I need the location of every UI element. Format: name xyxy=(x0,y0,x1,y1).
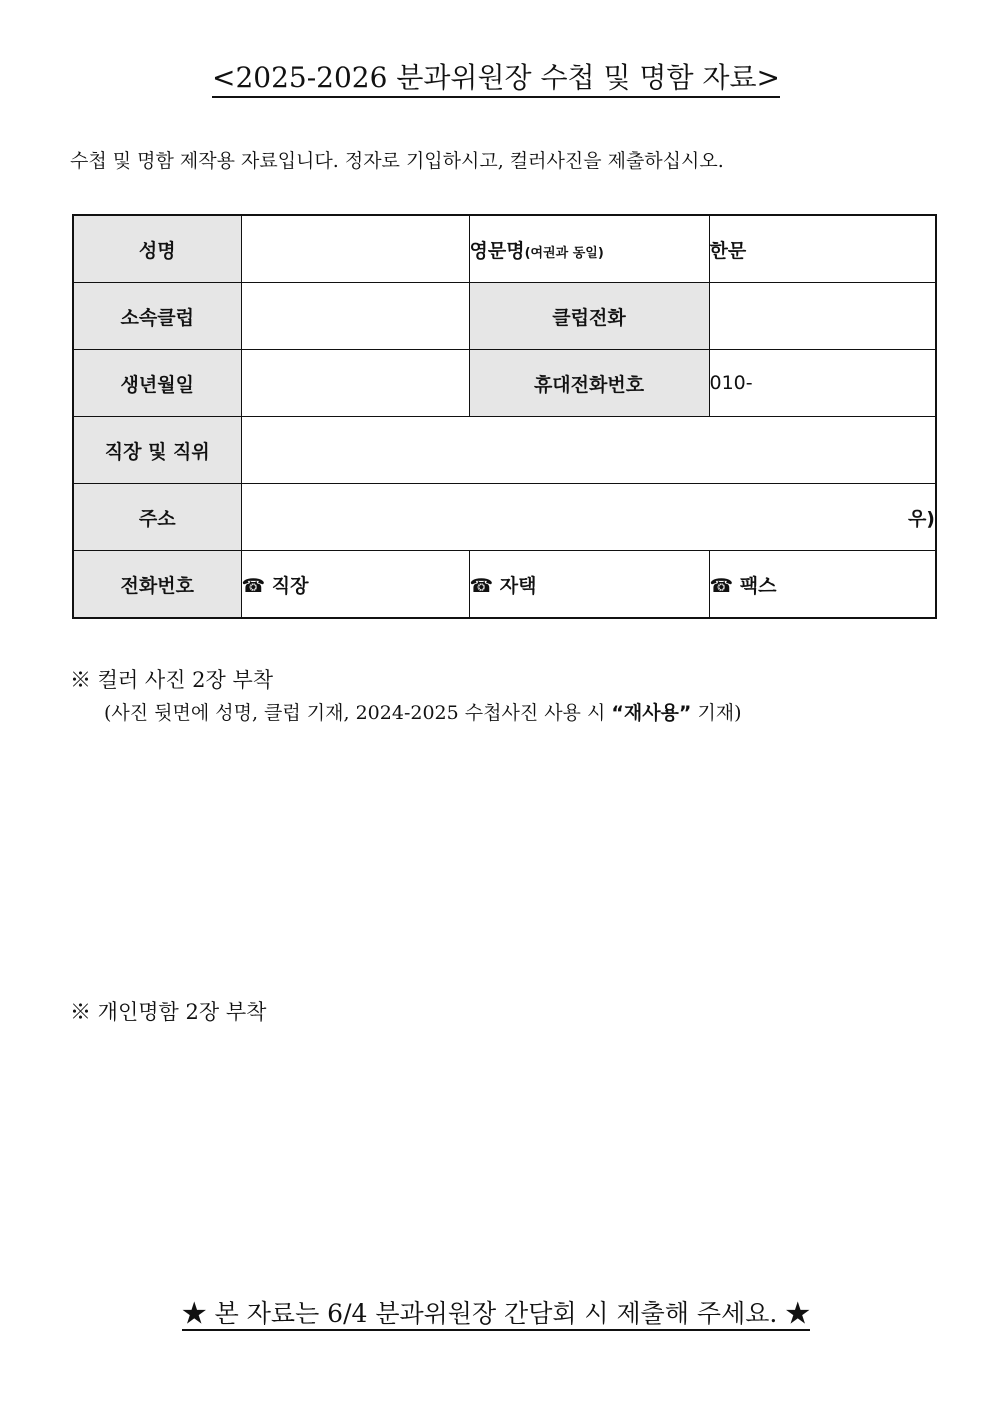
home-phone-field[interactable] xyxy=(469,551,709,619)
photo-note-suffix: 기재) xyxy=(691,702,742,724)
card-note-title: ※ 개인명함 2장 부착 xyxy=(70,1000,267,1024)
eng-name-label: 영문명 xyxy=(469,239,525,262)
phone-label: 전화번호 xyxy=(73,551,241,619)
row-club xyxy=(73,283,936,350)
hanja-field[interactable] xyxy=(709,215,936,283)
name-label: 성명 xyxy=(73,215,241,283)
row-birth xyxy=(73,350,936,417)
row-name xyxy=(73,215,936,283)
club-field[interactable] xyxy=(241,283,469,350)
photo-note-emphasis: “재사용” xyxy=(611,702,692,724)
work-phone-field[interactable] xyxy=(241,551,469,619)
eng-name-note: (여권과 동일) xyxy=(524,245,604,261)
photo-note-sub xyxy=(104,698,742,725)
photo-note-prefix: (사진 뒷면에 성명, 클럽 기재, 2024-2025 수첩사진 사용 시 xyxy=(104,702,612,724)
name-field[interactable] xyxy=(241,215,469,283)
club-phone-field[interactable] xyxy=(709,283,936,350)
page-title xyxy=(0,56,992,96)
footer-note xyxy=(0,1294,992,1330)
club-phone-label: 클럽전화 xyxy=(469,283,709,350)
info-form-table xyxy=(72,214,937,619)
home-phone-label: ☎ 자택 xyxy=(469,574,537,597)
address-field[interactable] xyxy=(241,484,936,551)
footer-text: ★ 본 자료는 6/4 분과위원장 간담회 시 제출해 주세요. ★ xyxy=(182,1299,811,1331)
mobile-field[interactable]: 010- xyxy=(709,350,936,417)
fax-field[interactable] xyxy=(709,551,936,619)
mobile-label: 휴대전화번호 xyxy=(469,350,709,417)
photo-note-title: ※ 컬러 사진 2장 부착 xyxy=(70,668,274,692)
job-label: 직장 및 직위 xyxy=(73,417,241,484)
job-field[interactable] xyxy=(241,417,936,484)
work-phone-label: ☎ 직장 xyxy=(241,574,309,597)
birth-label: 생년월일 xyxy=(73,350,241,417)
club-label: 소속클럽 xyxy=(73,283,241,350)
title-text: <2025-2026 분과위원장 수첩 및 명함 자료> xyxy=(212,61,780,98)
address-label: 주소 xyxy=(73,484,241,551)
row-job xyxy=(73,417,936,484)
hanja-label: 한문 xyxy=(709,239,747,262)
row-address xyxy=(73,484,936,551)
postal-label: 우) xyxy=(907,507,935,530)
fax-label: ☎ 팩스 xyxy=(709,574,777,597)
birth-field[interactable] xyxy=(241,350,469,417)
intro-text: 수첩 및 명함 제작용 자료입니다. 정자로 기입하시고, 컬러사진을 제출하십시오. xyxy=(70,150,724,172)
eng-name-field[interactable] xyxy=(469,215,709,283)
row-phone xyxy=(73,551,936,619)
